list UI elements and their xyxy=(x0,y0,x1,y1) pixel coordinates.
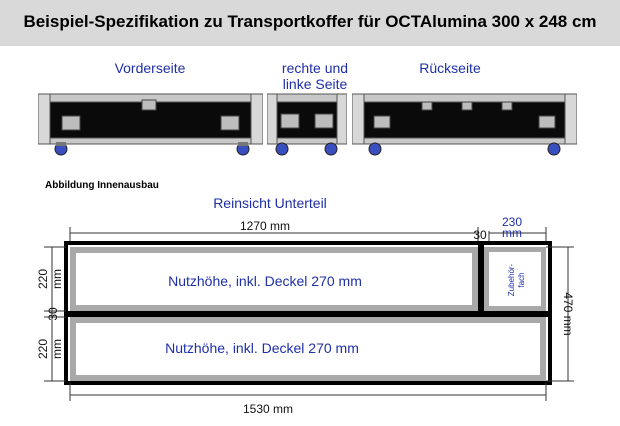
accessory-width-num: 230 xyxy=(501,215,523,229)
top-gap-label: 30 xyxy=(473,228,487,242)
compartment-2-label: Nutzhöhe, inkl. Deckel 270 mm xyxy=(165,340,359,356)
side-view-label-line1: rechte und xyxy=(281,60,349,76)
header-bar xyxy=(0,0,620,46)
compartment-1-label: Nutzhöhe, inkl. Deckel 270 mm xyxy=(168,273,362,289)
left-height1-num: 220 xyxy=(36,268,50,290)
back-case-image xyxy=(352,92,577,162)
top-width-label: 1270 mm xyxy=(239,219,291,233)
interior-heading: Abbildung Innenausbau xyxy=(45,180,159,191)
accessory-label-line1: Zubehör- xyxy=(507,263,516,297)
horizontal-divider xyxy=(66,311,550,317)
left-gap-label: 30 xyxy=(46,307,60,321)
left-height1-unit: mm xyxy=(50,269,64,289)
bottom-width-label: 1530 mm xyxy=(242,402,294,416)
accessory-label-line2: fach xyxy=(517,272,526,288)
side-case-image xyxy=(267,92,347,162)
right-height-label: 470 mm xyxy=(561,292,575,336)
back-view-label: Rückseite xyxy=(419,60,481,76)
left-height2-num: 220 xyxy=(36,338,50,360)
diagram-title: Reinsicht Unterteil xyxy=(213,195,327,211)
front-view-label: Vorderseite xyxy=(114,60,186,76)
page-title: Beispiel-Spezifikation zu Transportkoffer für OCTAlumina 300 x 248 cm xyxy=(23,12,597,31)
accessory-width-unit: mm xyxy=(502,226,522,240)
interior-diagram xyxy=(0,190,620,426)
vertical-divider xyxy=(478,245,484,315)
left-height2-unit: mm xyxy=(50,339,64,359)
front-case-image xyxy=(38,92,263,162)
side-view-label-line2: linke Seite xyxy=(282,76,348,92)
